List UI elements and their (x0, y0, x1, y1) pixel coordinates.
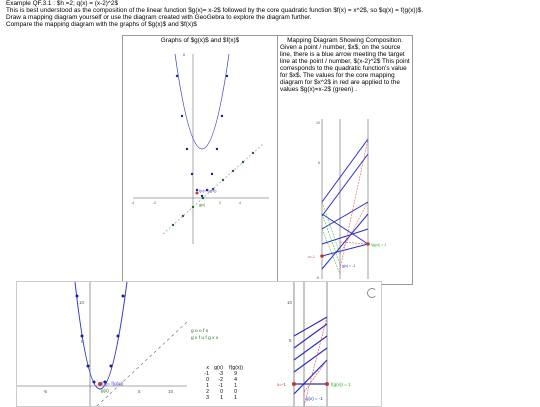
table-row: 1 -1 1 (206, 383, 237, 389)
svg-text:8: 8 (183, 53, 185, 57)
applet-graph[interactable] (17, 282, 187, 406)
svg-text:-5: -5 (43, 389, 48, 394)
table-row: 2 0 0 (206, 389, 237, 395)
table-row: 0 -2 4 (206, 377, 237, 383)
greek-row: g o o f o g x f u f g x x (191, 329, 219, 341)
svg-text:2: 2 (219, 201, 221, 205)
graphs-plot (123, 44, 277, 284)
refresh-icon[interactable] (367, 288, 377, 298)
applet-map-label-f: f(g(x)) = 1 (331, 382, 351, 387)
svg-text:-2: -2 (153, 201, 157, 205)
example-heading: Example QF.3.1 : $h =2; q(x) = (x-2)^2$ (6, 0, 119, 7)
geogebra-applet[interactable] (16, 281, 382, 407)
applet-map-label-x: x=-1 (277, 382, 286, 387)
applet-label-g: g(x) (101, 388, 109, 393)
svg-text:-4: -4 (131, 201, 135, 205)
svg-text:5: 5 (318, 161, 320, 165)
table-row: -1 -3 9 (204, 371, 237, 377)
label-f: f(x)= f(g(x)) (199, 189, 217, 193)
label-gx: g(x) = -1 (342, 264, 356, 268)
applet-g-line (97, 322, 187, 406)
svg-text:5: 5 (289, 338, 292, 343)
values-table: x g(x) f(g(x)) -1 -3 9 0 -2 4 1 -1 1 2 0 0 3 1 1 (195, 365, 243, 401)
svg-text:-5: -5 (316, 276, 320, 280)
label-x: x=-1 (308, 255, 315, 259)
intro-line-2: This is best understood as the composition of the linear function $g(x)= x-2$ followed by the core quadratic function $f(x) = x^2$, so $q(x) = f(g(x))$. (6, 6, 424, 14)
applet-mapping-diagram[interactable] (269, 282, 379, 406)
mapping-diagram (278, 114, 412, 284)
table-row: 3 1 1 (206, 395, 237, 401)
intro-text (6, 1, 536, 29)
svg-text:4: 4 (239, 201, 241, 205)
graphs-panel (123, 36, 278, 284)
mapping-text (278, 36, 412, 93)
svg-text:10: 10 (316, 121, 320, 125)
svg-text:10: 10 (79, 300, 85, 305)
intro-line-3: Draw a mapping diagram yourself or use the diagram created with GeoGebra to explore the diagram further. (6, 13, 312, 21)
svg-text:5: 5 (81, 339, 84, 344)
mapping-panel (278, 36, 412, 284)
mapping-title: Mapping Diagram Showing Composition. (287, 37, 403, 44)
applet-map-label-g: g(x) = -1 (306, 396, 323, 401)
svg-text:5: 5 (138, 389, 141, 394)
intro-line-4: Compare the mapping diagram with the graphs of $g(x)$ and $f(x)$ (6, 20, 197, 28)
label-fg: f(g(x)) = 1 (371, 243, 387, 247)
f-curve (175, 54, 229, 149)
svg-text:10: 10 (287, 300, 293, 305)
applet-label-f: f(x)= f(g(x)) (101, 381, 124, 386)
comparison-panel (122, 35, 413, 285)
svg-text:10: 10 (168, 389, 174, 394)
mapping-description: Given a point / number, $x$, on the source line, there is a blue arrow meeting the target line at the point / number, $(x-2)^2$ This point corresponds to the quadratic function's value for $x$. The values for the core mapping diagram for $x^2$ in red are applied to the values $g(x)=x-2$ (green) . (280, 44, 410, 93)
label-g: g(x) (199, 203, 206, 207)
graphs-title: Graphs of $g(x)$ and $f(x)$ (160, 37, 240, 44)
